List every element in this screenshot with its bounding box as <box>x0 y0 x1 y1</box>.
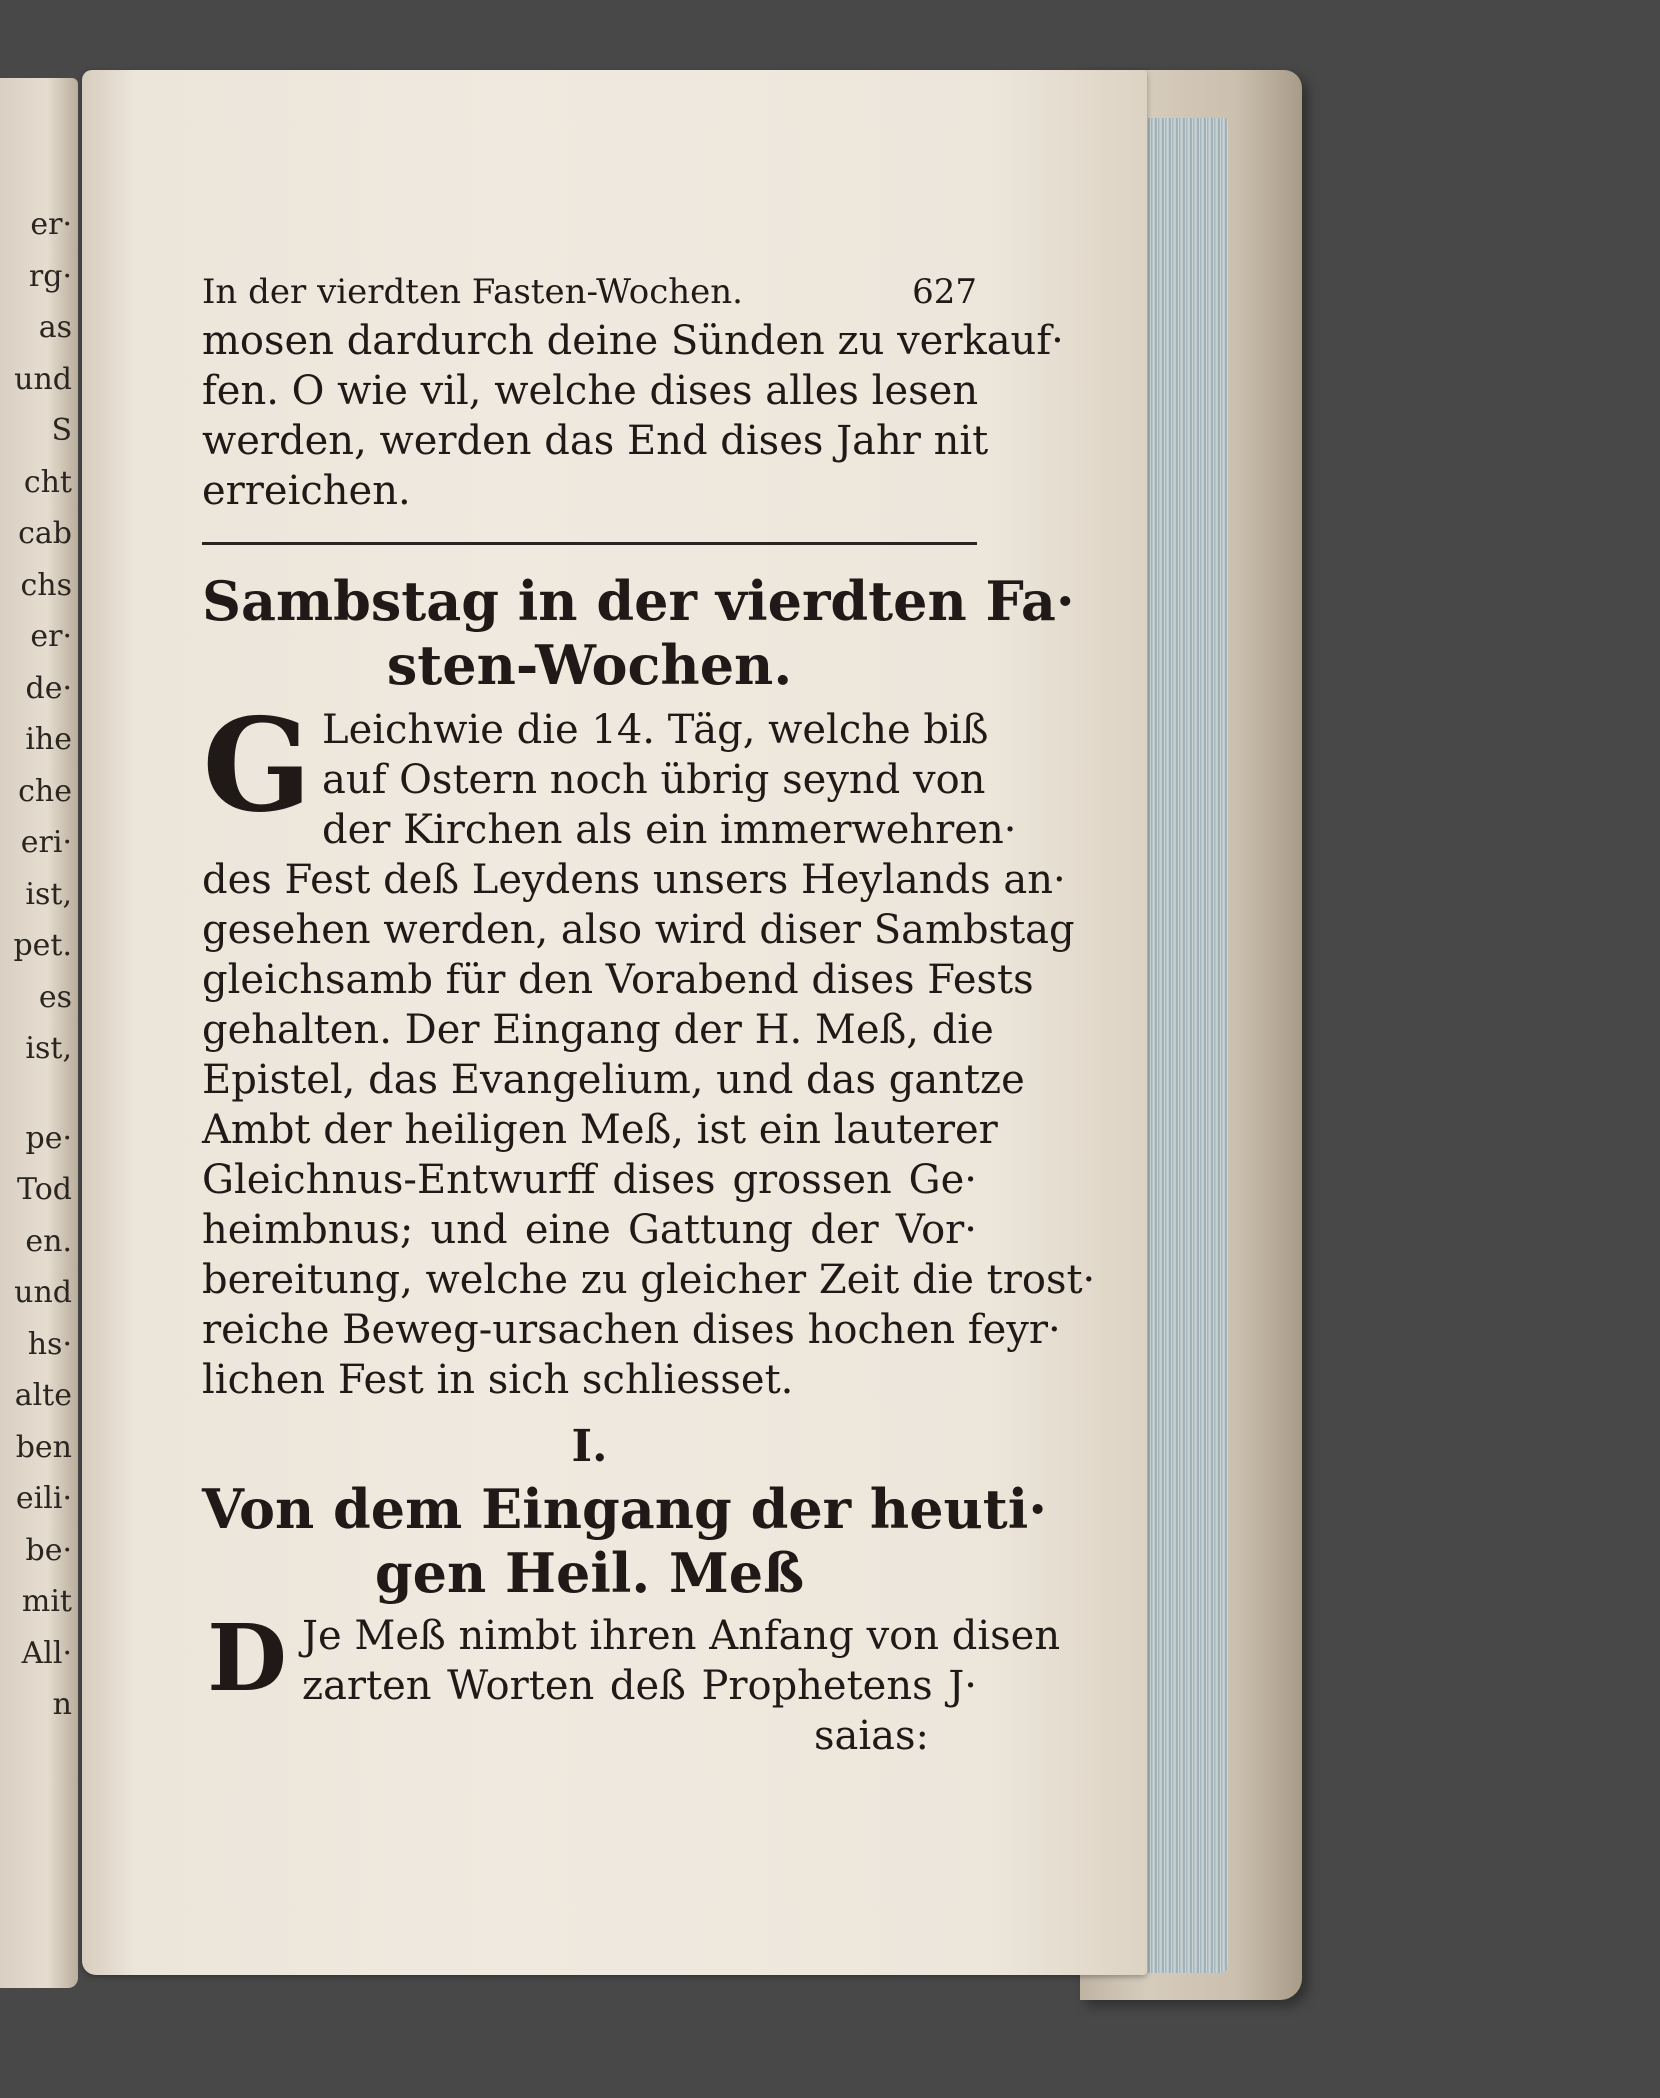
previous-page-text-fragment: mit <box>21 1584 72 1619</box>
paragraph <box>202 691 1096 1405</box>
text-line: des Fest deß Leydens unsers Heylands an· <box>202 857 1066 903</box>
text-line: erreichen. <box>202 468 411 514</box>
previous-page-text-fragment: rg· <box>28 258 72 294</box>
previous-page-text-fragment: eili· <box>15 1481 72 1516</box>
previous-page-text-fragment: ihe <box>25 722 72 757</box>
previous-page-text-fragment: er· <box>30 619 72 654</box>
text-line: zarten Worten deß Prophetens J· <box>302 1663 977 1709</box>
text-line: bereitung, welche zu gleicher Zeit die trost· <box>202 1257 1096 1303</box>
text-line: werden, werden das End dises Jahr nit <box>202 418 989 464</box>
previous-page-text-fragment: er· <box>30 207 72 242</box>
previous-page-text-fragment: ist, <box>25 1031 72 1066</box>
previous-page-text-fragment: ist, <box>25 876 72 912</box>
text-line: auf Ostern noch übrig seynd von <box>322 757 986 803</box>
text-line: heimbnus; und eine Gattung der Vor· <box>202 1207 977 1253</box>
text-line: Je Meß nimbt ihren Anfang von disen <box>302 1613 1061 1659</box>
page-number: 627 <box>912 272 977 312</box>
previous-page-text-fragment: hs· <box>27 1326 72 1362</box>
previous-page-text-fragment: All· <box>21 1635 72 1671</box>
running-head-title: In der vierdten Fasten-Wochen. <box>202 272 743 312</box>
section-heading-line: Sambstag in der vierdten Fa· <box>202 569 1075 633</box>
opening-paragraph <box>202 316 1064 516</box>
section-heading-line: gen Heil. Meß <box>374 1541 805 1605</box>
previous-page-text-fragment: ben <box>15 1429 72 1465</box>
previous-page-text-fragment: alte <box>14 1378 72 1413</box>
text-line: fen. O wie vil, welche dises alles lesen <box>202 368 979 414</box>
book-page <box>82 70 1147 1975</box>
previous-page-text-fragment: S <box>51 413 72 448</box>
previous-page-text-fragment: und <box>14 361 72 397</box>
previous-page-text-fragment: cht <box>23 464 72 500</box>
previous-page-text-fragment: und <box>14 1275 72 1310</box>
paragraph <box>202 1604 1061 1712</box>
previous-page-text-fragment: as <box>38 310 72 345</box>
previous-page-text-fragment: che <box>18 773 72 809</box>
text-line: reiche Beweg-ursachen dises hochen feyr· <box>202 1307 1061 1353</box>
section-heading-line: Von dem Eingang der heuti· <box>202 1477 1048 1541</box>
page-text-block <box>202 270 1096 1761</box>
drop-cap-letter: D <box>207 1604 287 1712</box>
previous-page-text-fragment: n <box>52 1687 72 1722</box>
text-line: gleichsamb für den Vorabend dises Fests <box>202 957 1034 1003</box>
text-line: Epistel, das Evangelium, und das gantze <box>202 1057 1025 1103</box>
previous-page-text-fragment: chs <box>20 567 72 603</box>
text-line: gesehen werden, also wird diser Sambstag <box>202 907 1075 953</box>
previous-page-text-fragment: es <box>38 979 72 1015</box>
text-line: Leichwie die 14. Täg, welche biß <box>322 707 989 753</box>
running-head <box>202 270 977 314</box>
previous-page-text-fragment: pe· <box>25 1120 72 1156</box>
previous-page-text-fragment: Tod <box>17 1172 72 1207</box>
catchword: saias: <box>813 1713 929 1759</box>
text-line: der Kirchen als ein immerwehren· <box>322 807 1017 853</box>
previous-page-text-fragment: pet. <box>13 928 72 963</box>
text-line: Ambt der heiligen Meß, ist ein lauterer <box>202 1107 998 1153</box>
text-line: Gleichnus-Entwurff dises grossen Ge· <box>202 1157 977 1203</box>
previous-page-text-fragment: be· <box>25 1532 72 1568</box>
horizontal-rule <box>202 542 977 545</box>
text-line: lichen Fest in sich schliesset. <box>202 1357 794 1403</box>
section-heading-line: sten-Wochen. <box>386 633 793 697</box>
section-number: I. <box>571 1421 608 1472</box>
drop-cap-letter: G <box>202 691 312 841</box>
previous-page-text-fragment: cab <box>18 516 72 551</box>
previous-page-text-fragment: de· <box>25 670 72 706</box>
previous-page-text-fragment: en. <box>25 1223 72 1259</box>
previous-page-text-fragment: eri· <box>20 825 72 860</box>
text-line: mosen dardurch deine Sünden zu verkauf· <box>202 318 1064 364</box>
text-line: gehalten. Der Eingang der H. Meß, die <box>202 1007 994 1053</box>
previous-page-edge <box>0 78 78 1988</box>
